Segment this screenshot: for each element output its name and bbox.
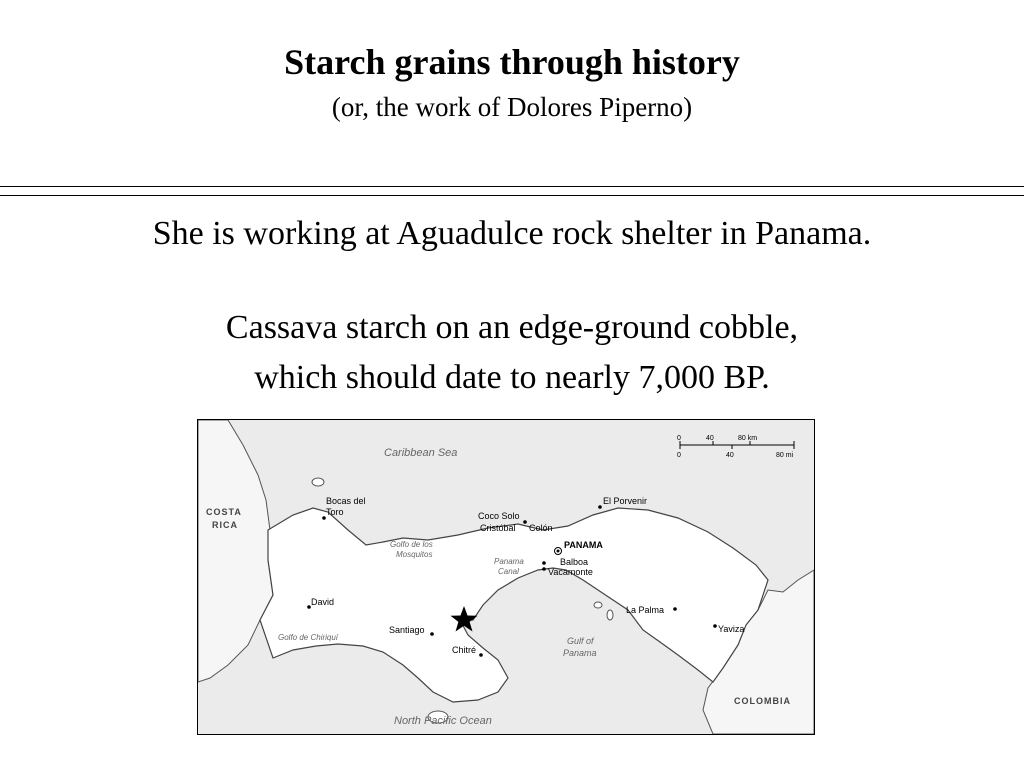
divider-top bbox=[0, 186, 1024, 187]
city-label-bocas: Toro bbox=[326, 507, 344, 517]
map-canvas bbox=[198, 420, 814, 734]
panama-canal-label: Panama bbox=[494, 557, 524, 566]
city-label-vacamonte: Vacamonte bbox=[548, 567, 593, 577]
gulf-panama-label: Gulf of bbox=[567, 636, 594, 646]
costa-rica-label: COSTA bbox=[206, 507, 242, 517]
island bbox=[607, 610, 613, 620]
colombia-label: COLOMBIA bbox=[734, 696, 791, 706]
island bbox=[312, 478, 324, 486]
city-label-el-porvenir: El Porvenir bbox=[603, 496, 648, 506]
city-label-colon: Colón bbox=[529, 523, 553, 533]
scale-label: 0 bbox=[677, 435, 681, 442]
body-line-location: She is working at Aguadulce rock shelter in Panama. bbox=[152, 215, 872, 252]
divider-bottom bbox=[0, 195, 1024, 196]
city-label-bocas: Bocas del bbox=[326, 496, 366, 506]
golfo-chiriqui-label: Golfo de Chiriquí bbox=[278, 633, 339, 642]
city-label-balboa: Balboa bbox=[560, 557, 589, 567]
city-label-la-palma: La Palma bbox=[626, 605, 665, 615]
slide-title: Starch grains through history bbox=[284, 42, 740, 82]
scale-label: 0 bbox=[677, 452, 681, 459]
scale-label: 80 km bbox=[738, 435, 758, 442]
city-label-cristobal: Cristóbal bbox=[480, 523, 516, 533]
city-label-coco-solo: Coco Solo bbox=[478, 511, 520, 521]
golfo-mosquitos-label: Golfo de los bbox=[390, 540, 433, 549]
north-pacific-label: North Pacific Ocean bbox=[394, 715, 492, 727]
panama-canal-label: Canal bbox=[498, 567, 519, 576]
scale-label: 40 bbox=[726, 452, 734, 459]
island bbox=[594, 602, 602, 608]
city-label-david: David bbox=[311, 597, 335, 607]
gulf-panama-label: Panama bbox=[563, 648, 597, 658]
golfo-mosquitos-label: Mosquitos bbox=[396, 550, 433, 559]
city-label-santiago: Santiago bbox=[389, 625, 425, 635]
capital-marker bbox=[557, 550, 560, 553]
city-label-chitre: Chitré bbox=[452, 645, 477, 655]
city-label-yaviza: Yaviza bbox=[718, 624, 745, 634]
panama-map bbox=[197, 419, 815, 735]
costa-rica-label: RICA bbox=[212, 520, 238, 530]
body-line-cassava: Cassava starch on an edge-ground cobble, bbox=[225, 309, 799, 346]
slide-subtitle: (or, the work of Dolores Piperno) bbox=[331, 92, 693, 122]
scale-label: 40 bbox=[706, 435, 714, 442]
scale-label: 80 mi bbox=[776, 452, 794, 459]
city-label-panama: PANAMA bbox=[564, 540, 603, 550]
caribbean-sea-label: Caribbean Sea bbox=[384, 447, 458, 459]
body-line-date: which should date to nearly 7,000 BP. bbox=[254, 359, 770, 396]
